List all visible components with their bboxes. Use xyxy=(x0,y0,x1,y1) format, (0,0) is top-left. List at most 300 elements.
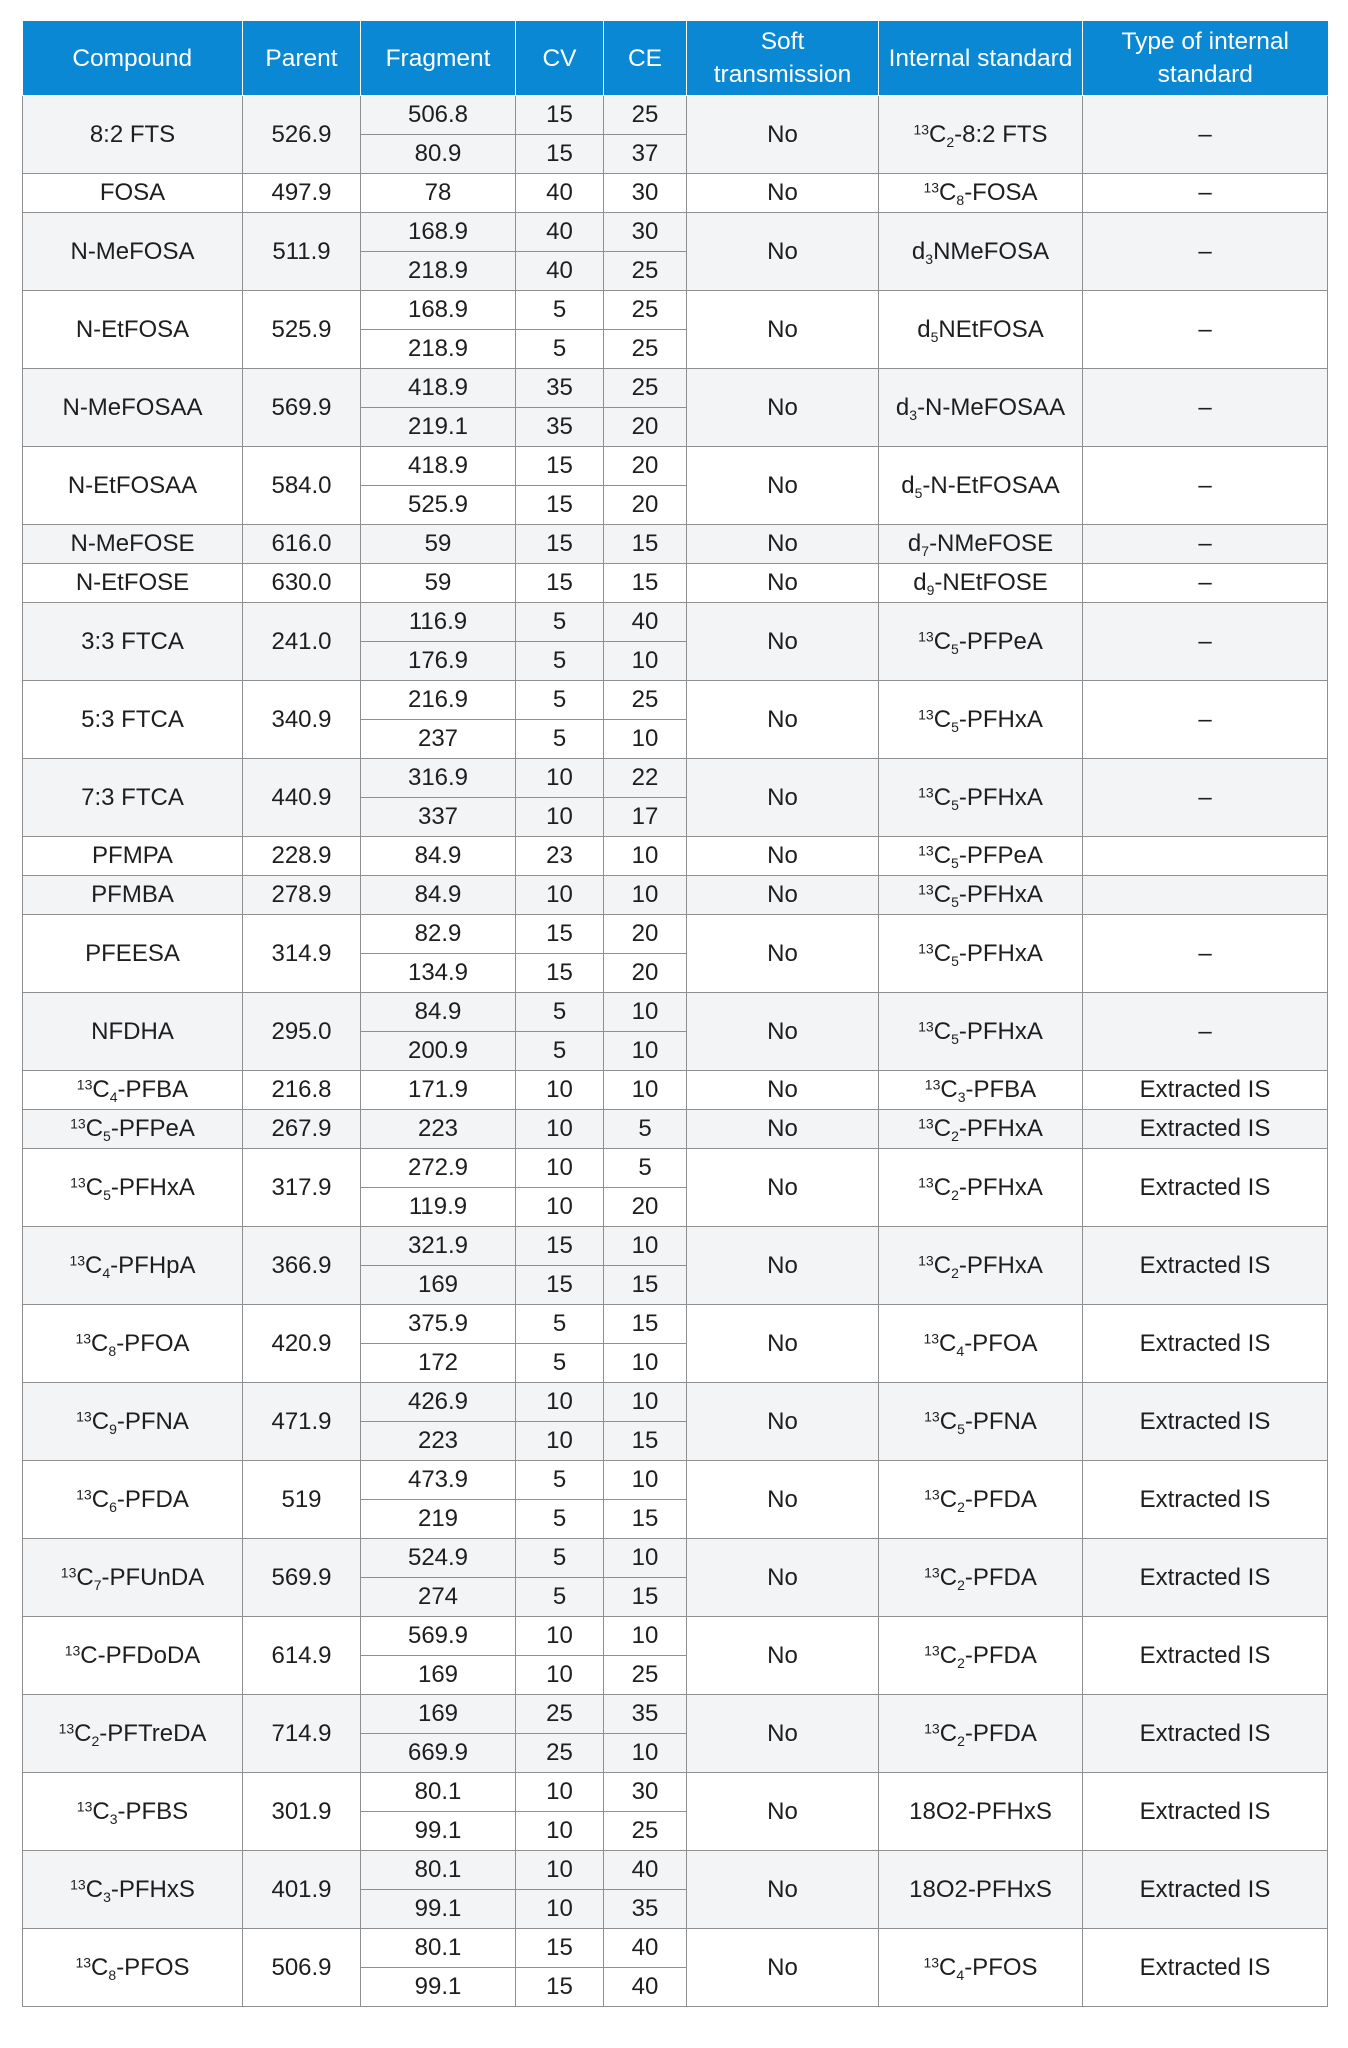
isotope-superscript: 13 xyxy=(924,1563,940,1580)
is-type-cell: – xyxy=(1083,174,1328,213)
is-type-cell: – xyxy=(1083,681,1328,759)
ce-cell: 10 xyxy=(604,1461,687,1500)
fragment-cell: 506.8 xyxy=(361,96,516,135)
cv-cell: 10 xyxy=(516,1812,604,1851)
ce-cell: 40 xyxy=(604,603,687,642)
table-row xyxy=(23,759,1328,798)
is-type-cell: – xyxy=(1083,291,1328,369)
cv-cell: 5 xyxy=(516,1461,604,1500)
fragment-cell: 116.9 xyxy=(361,603,516,642)
table-row xyxy=(23,291,1328,330)
soft-transmission-cell: No xyxy=(687,369,879,447)
label-text: d xyxy=(913,569,927,596)
table-row xyxy=(23,213,1328,252)
is-type-cell: Extracted IS xyxy=(1083,1110,1328,1149)
ce-cell: 25 xyxy=(604,96,687,135)
cv-cell: 10 xyxy=(516,1110,604,1149)
label-text: C xyxy=(91,1485,110,1513)
soft-transmission-cell: No xyxy=(687,96,879,174)
table-row xyxy=(23,1695,1328,1734)
is-type-cell: Extracted IS xyxy=(1083,1695,1328,1773)
label-text: N-MeFOSAA xyxy=(62,393,203,421)
ce-cell: 10 xyxy=(604,1734,687,1773)
label-text: C xyxy=(939,1719,958,1747)
label-text: C xyxy=(933,1173,952,1201)
compound-cell xyxy=(23,447,243,525)
label-text: -PFHpA xyxy=(110,1251,196,1279)
ce-cell: 22 xyxy=(604,759,687,798)
cv-cell: 15 xyxy=(516,1227,604,1266)
isotope-superscript: 13 xyxy=(918,627,934,644)
fragment-cell: 375.9 xyxy=(361,1305,516,1344)
fragment-cell: 134.9 xyxy=(361,954,516,993)
label-text: 18O2-PFHxS xyxy=(909,1875,1052,1903)
table-row xyxy=(23,1071,1328,1110)
is-type-cell: – xyxy=(1083,993,1328,1071)
is-type-cell: Extracted IS xyxy=(1083,1227,1328,1305)
label-text: 8:2 FTS xyxy=(89,120,176,148)
internal-standard-cell xyxy=(879,1110,1083,1149)
ce-cell: 15 xyxy=(604,1578,687,1617)
internal-standard-cell xyxy=(879,96,1083,174)
compound-cell xyxy=(23,1383,243,1461)
label-text: C xyxy=(939,1641,958,1669)
isotope-superscript: 13 xyxy=(918,1017,934,1034)
cv-cell: 15 xyxy=(516,96,604,135)
isotope-superscript: 13 xyxy=(64,1641,81,1658)
label-text: C xyxy=(939,1953,957,1981)
count-subscript: 5 xyxy=(951,640,959,657)
cv-cell: 15 xyxy=(516,564,604,603)
fragment-cell: 669.9 xyxy=(361,1734,516,1773)
label-text: N-EtFOSA xyxy=(75,315,190,343)
cv-cell: 10 xyxy=(516,876,604,915)
compound-cell xyxy=(23,837,243,876)
count-subscript: 2 xyxy=(91,1732,100,1749)
internal-standard-cell xyxy=(879,447,1083,525)
cv-cell: 10 xyxy=(516,1071,604,1110)
isotope-superscript: 13 xyxy=(76,1407,92,1424)
ce-cell: 10 xyxy=(604,1617,687,1656)
fragment-cell: 59 xyxy=(361,525,516,564)
soft-transmission-cell: No xyxy=(687,1305,879,1383)
ce-cell: 10 xyxy=(604,1539,687,1578)
compound-cell xyxy=(23,213,243,291)
ce-cell: 25 xyxy=(604,369,687,408)
label-text: -PFDA xyxy=(964,1641,1037,1669)
count-subscript: 8 xyxy=(108,1966,117,1983)
ce-cell: 25 xyxy=(604,1812,687,1851)
label-text: C xyxy=(91,1407,110,1435)
fragment-cell: 169 xyxy=(361,1656,516,1695)
label-text: -PFHxA xyxy=(958,705,1043,733)
fragment-cell: 82.9 xyxy=(361,915,516,954)
soft-transmission-cell: No xyxy=(687,1461,879,1539)
header-soft-transmission: Soft transmission xyxy=(687,21,879,96)
soft-transmission-cell: No xyxy=(687,681,879,759)
isotope-superscript: 13 xyxy=(924,1641,940,1658)
label-text: -PFBS xyxy=(117,1797,189,1825)
cv-cell: 5 xyxy=(516,1305,604,1344)
label-text: -PFOS xyxy=(116,1953,190,1981)
label-text: NFDHA xyxy=(91,1017,174,1045)
table-row xyxy=(23,1617,1328,1656)
isotope-superscript: 13 xyxy=(924,1407,940,1424)
table-row xyxy=(23,915,1328,954)
ce-cell: 20 xyxy=(604,486,687,525)
soft-transmission-cell: No xyxy=(687,759,879,837)
cv-cell: 5 xyxy=(516,1578,604,1617)
ce-cell: 10 xyxy=(604,642,687,681)
internal-standard-cell xyxy=(879,174,1083,213)
parent-cell: 278.9 xyxy=(243,876,361,915)
internal-standard-cell xyxy=(879,681,1083,759)
fragment-cell: 84.9 xyxy=(361,993,516,1032)
is-type-cell xyxy=(1083,837,1328,876)
count-subscript: 2 xyxy=(951,1127,959,1144)
label-text: -PFNA xyxy=(116,1407,189,1435)
label-text: C xyxy=(939,1407,958,1435)
count-subscript: 5 xyxy=(951,854,959,871)
cv-cell: 40 xyxy=(516,252,604,291)
cv-cell: 15 xyxy=(516,915,604,954)
label-text: -PFOA xyxy=(964,1329,1038,1357)
label-text: -8:2 FTS xyxy=(954,120,1048,148)
parent-cell: 267.9 xyxy=(243,1110,361,1149)
count-subscript: 5 xyxy=(103,1186,111,1203)
cv-cell: 15 xyxy=(516,1968,604,2007)
label-text: d xyxy=(911,237,926,265)
table-row xyxy=(23,1149,1328,1188)
internal-standard-cell xyxy=(879,876,1083,915)
soft-transmission-cell: No xyxy=(687,447,879,525)
cv-cell: 40 xyxy=(516,174,604,213)
header-ce: CE xyxy=(604,21,687,96)
count-subscript: 2 xyxy=(957,1498,965,1515)
table-row xyxy=(23,525,1328,564)
header-cv: CV xyxy=(516,21,604,96)
count-subscript: 9 xyxy=(109,1420,117,1437)
label-text: C xyxy=(940,1076,958,1103)
label-text: -PFNA xyxy=(964,1407,1037,1435)
isotope-superscript: 13 xyxy=(70,1875,86,1892)
isotope-superscript: 13 xyxy=(913,120,930,137)
fragment-cell: 223 xyxy=(361,1422,516,1461)
soft-transmission-cell: No xyxy=(687,1851,879,1929)
compound-cell xyxy=(23,1305,243,1383)
soft-transmission-cell: No xyxy=(687,837,879,876)
ce-cell: 20 xyxy=(604,1188,687,1227)
table-row xyxy=(23,1461,1328,1500)
internal-standard-cell xyxy=(879,369,1083,447)
cv-cell: 5 xyxy=(516,291,604,330)
soft-transmission-cell: No xyxy=(687,876,879,915)
parent-cell: 401.9 xyxy=(243,1851,361,1929)
ce-cell: 5 xyxy=(604,1110,687,1149)
soft-transmission-cell: No xyxy=(687,603,879,681)
compound-cell xyxy=(23,876,243,915)
internal-standard-cell xyxy=(879,213,1083,291)
parent-cell: 317.9 xyxy=(243,1149,361,1227)
ce-cell: 20 xyxy=(604,954,687,993)
parent-cell: 584.0 xyxy=(243,447,361,525)
ce-cell: 10 xyxy=(604,993,687,1032)
cv-cell: 15 xyxy=(516,1266,604,1305)
count-subscript: 5 xyxy=(951,952,959,969)
is-type-cell: – xyxy=(1083,915,1328,993)
is-type-cell: – xyxy=(1083,603,1328,681)
ce-cell: 25 xyxy=(604,1656,687,1695)
parent-cell: 714.9 xyxy=(243,1695,361,1773)
count-subscript: 5 xyxy=(951,893,959,910)
fragment-cell: 168.9 xyxy=(361,213,516,252)
parent-cell: 301.9 xyxy=(243,1773,361,1851)
parent-cell: 511.9 xyxy=(243,213,361,291)
label-text: C xyxy=(933,1251,952,1279)
is-type-cell: Extracted IS xyxy=(1083,1305,1328,1383)
table-row xyxy=(23,1227,1328,1266)
fragment-cell: 219 xyxy=(361,1500,516,1539)
isotope-superscript: 13 xyxy=(918,1173,934,1190)
table-row xyxy=(23,1929,1328,1968)
count-subscript: 5 xyxy=(103,1127,111,1144)
ce-cell: 30 xyxy=(604,213,687,252)
isotope-superscript: 13 xyxy=(75,1329,92,1346)
cv-cell: 25 xyxy=(516,1695,604,1734)
compound-cell xyxy=(23,1539,243,1617)
cv-cell: 10 xyxy=(516,1851,604,1890)
isotope-superscript: 13 xyxy=(923,1953,940,1970)
fragment-cell: 59 xyxy=(361,564,516,603)
isotope-superscript: 13 xyxy=(924,1076,941,1093)
fragment-cell: 176.9 xyxy=(361,642,516,681)
cv-cell: 15 xyxy=(516,135,604,174)
fragment-cell: 569.9 xyxy=(361,1617,516,1656)
label-text: -NEtFOSE xyxy=(934,569,1048,596)
label-text: d xyxy=(901,471,915,499)
cv-cell: 5 xyxy=(516,1344,604,1383)
ce-cell: 5 xyxy=(604,1149,687,1188)
fragment-cell: 171.9 xyxy=(361,1071,516,1110)
fragment-cell: 172 xyxy=(361,1344,516,1383)
label-text: -PFOS xyxy=(964,1953,1038,1981)
internal-standard-cell xyxy=(879,1773,1083,1851)
count-subscript: 7 xyxy=(921,542,930,559)
table-row xyxy=(23,1773,1328,1812)
cv-cell: 10 xyxy=(516,1656,604,1695)
is-type-cell: – xyxy=(1083,525,1328,564)
label-text: -PFUnDA xyxy=(101,1563,205,1591)
compound-cell xyxy=(23,1227,243,1305)
count-subscript: 5 xyxy=(951,718,959,735)
isotope-superscript: 13 xyxy=(58,1719,75,1736)
parent-cell: 228.9 xyxy=(243,837,361,876)
label-text: -PFBA xyxy=(117,1076,189,1103)
internal-standard-cell xyxy=(879,1383,1083,1461)
cv-cell: 23 xyxy=(516,837,604,876)
compound-cell xyxy=(23,681,243,759)
ce-cell: 15 xyxy=(604,1422,687,1461)
label-text: -PFHxA xyxy=(958,783,1043,811)
compound-cell xyxy=(23,1773,243,1851)
ce-cell: 15 xyxy=(604,564,687,603)
cv-cell: 5 xyxy=(516,720,604,759)
fragment-cell: 169 xyxy=(361,1266,516,1305)
ce-cell: 10 xyxy=(604,1032,687,1071)
isotope-superscript: 13 xyxy=(70,1115,86,1132)
ce-cell: 20 xyxy=(604,915,687,954)
label-text: C xyxy=(939,1485,958,1513)
cv-cell: 10 xyxy=(516,1422,604,1461)
ce-cell: 37 xyxy=(604,135,687,174)
ce-cell: 10 xyxy=(604,876,687,915)
internal-standard-cell xyxy=(879,1149,1083,1227)
isotope-superscript: 13 xyxy=(923,179,940,196)
label-text: d xyxy=(895,394,910,421)
is-type-cell: – xyxy=(1083,447,1328,525)
label-text: d xyxy=(917,315,931,343)
count-subscript: 2 xyxy=(957,1732,965,1749)
table-row xyxy=(23,1539,1328,1578)
cv-cell: 35 xyxy=(516,369,604,408)
isotope-superscript: 13 xyxy=(924,1719,940,1736)
cv-cell: 10 xyxy=(516,1149,604,1188)
fragment-cell: 200.9 xyxy=(361,1032,516,1071)
ce-cell: 20 xyxy=(604,408,687,447)
parent-cell: 525.9 xyxy=(243,291,361,369)
label-text: -PFDA xyxy=(964,1485,1037,1513)
cv-cell: 5 xyxy=(516,1032,604,1071)
ce-cell: 10 xyxy=(604,1227,687,1266)
parent-cell: 340.9 xyxy=(243,681,361,759)
internal-standard-cell xyxy=(879,1695,1083,1773)
compound-cell xyxy=(23,1929,243,2007)
is-type-cell: – xyxy=(1083,369,1328,447)
count-subscript: 3 xyxy=(925,250,934,267)
internal-standard-cell xyxy=(879,1305,1083,1383)
label-text: C xyxy=(939,179,957,206)
fragment-cell: 219.1 xyxy=(361,408,516,447)
count-subscript: 5 xyxy=(951,796,959,813)
fragment-cell: 316.9 xyxy=(361,759,516,798)
count-subscript: 8 xyxy=(108,1342,117,1359)
isotope-superscript: 13 xyxy=(76,1485,92,1502)
soft-transmission-cell: No xyxy=(687,1149,879,1227)
ce-cell: 35 xyxy=(604,1890,687,1929)
label-text: -PFHxA xyxy=(958,1173,1043,1201)
fragment-cell: 119.9 xyxy=(361,1188,516,1227)
fragment-cell: 274 xyxy=(361,1578,516,1617)
isotope-superscript: 13 xyxy=(918,783,934,800)
label-text: C xyxy=(929,120,947,148)
is-type-cell: Extracted IS xyxy=(1083,1071,1328,1110)
ce-cell: 40 xyxy=(604,1851,687,1890)
count-subscript: 4 xyxy=(956,1342,965,1359)
soft-transmission-cell: No xyxy=(687,1929,879,2007)
ce-cell: 15 xyxy=(604,1305,687,1344)
internal-standard-cell xyxy=(879,603,1083,681)
compound-cell xyxy=(23,369,243,447)
cv-cell: 10 xyxy=(516,798,604,837)
parent-cell: 630.0 xyxy=(243,564,361,603)
is-type-cell xyxy=(1083,876,1328,915)
label-text: N-EtFOSE xyxy=(75,569,190,596)
compound-cell xyxy=(23,174,243,213)
compound-cell xyxy=(23,1617,243,1695)
fragment-cell: 337 xyxy=(361,798,516,837)
parent-cell: 616.0 xyxy=(243,525,361,564)
soft-transmission-cell: No xyxy=(687,1383,879,1461)
label-text: -PFDA xyxy=(116,1485,189,1513)
ce-cell: 35 xyxy=(604,1695,687,1734)
fragment-cell: 84.9 xyxy=(361,837,516,876)
fragment-cell: 524.9 xyxy=(361,1539,516,1578)
cv-cell: 15 xyxy=(516,447,604,486)
soft-transmission-cell: No xyxy=(687,1071,879,1110)
fragment-cell: 418.9 xyxy=(361,369,516,408)
parent-cell: 506.9 xyxy=(243,1929,361,2007)
label-text: FOSA xyxy=(99,179,166,206)
count-subscript: 4 xyxy=(102,1264,111,1281)
parent-cell: 471.9 xyxy=(243,1383,361,1461)
parent-cell: 241.0 xyxy=(243,603,361,681)
internal-standard-cell xyxy=(879,837,1083,876)
table-body xyxy=(23,96,1328,2007)
table-row xyxy=(23,564,1328,603)
cv-cell: 15 xyxy=(516,525,604,564)
count-subscript: 4 xyxy=(956,1966,965,1983)
cv-cell: 5 xyxy=(516,642,604,681)
table-row xyxy=(23,174,1328,213)
label-text: C xyxy=(933,1115,952,1142)
isotope-superscript: 13 xyxy=(60,1563,77,1580)
fragment-cell: 80.9 xyxy=(361,135,516,174)
isotope-superscript: 13 xyxy=(918,1251,934,1268)
internal-standard-cell xyxy=(879,564,1083,603)
table-row xyxy=(23,369,1328,408)
label-text: PFEESA xyxy=(85,939,180,967)
label-text: 3:3 FTCA xyxy=(81,627,184,655)
label-text: C xyxy=(92,1076,110,1103)
label-text: C xyxy=(933,842,952,869)
parent-cell: 614.9 xyxy=(243,1617,361,1695)
fragment-cell: 272.9 xyxy=(361,1149,516,1188)
label-text: C xyxy=(92,1797,110,1825)
fragment-cell: 80.1 xyxy=(361,1773,516,1812)
label-text: C xyxy=(933,627,952,655)
count-subscript: 5 xyxy=(957,1420,965,1437)
is-type-cell: Extracted IS xyxy=(1083,1149,1328,1227)
table-row xyxy=(23,447,1328,486)
label-text: C xyxy=(80,1641,98,1669)
internal-standard-cell xyxy=(879,1071,1083,1110)
table-row xyxy=(23,1851,1328,1890)
cv-cell: 10 xyxy=(516,1890,604,1929)
label-text: C xyxy=(933,939,952,967)
label-text: N-MeFOSE xyxy=(70,530,195,557)
ce-cell: 17 xyxy=(604,798,687,837)
label-text: C xyxy=(91,1953,109,1981)
label-text: -PFHxA xyxy=(958,1251,1043,1279)
fragment-cell: 237 xyxy=(361,720,516,759)
soft-transmission-cell: No xyxy=(687,291,879,369)
fragment-cell: 78 xyxy=(361,174,516,213)
soft-transmission-cell: No xyxy=(687,525,879,564)
fragment-cell: 418.9 xyxy=(361,447,516,486)
count-subscript: 3 xyxy=(103,1888,111,1905)
ce-cell: 10 xyxy=(604,1383,687,1422)
label-text: PFMPA xyxy=(92,842,173,869)
